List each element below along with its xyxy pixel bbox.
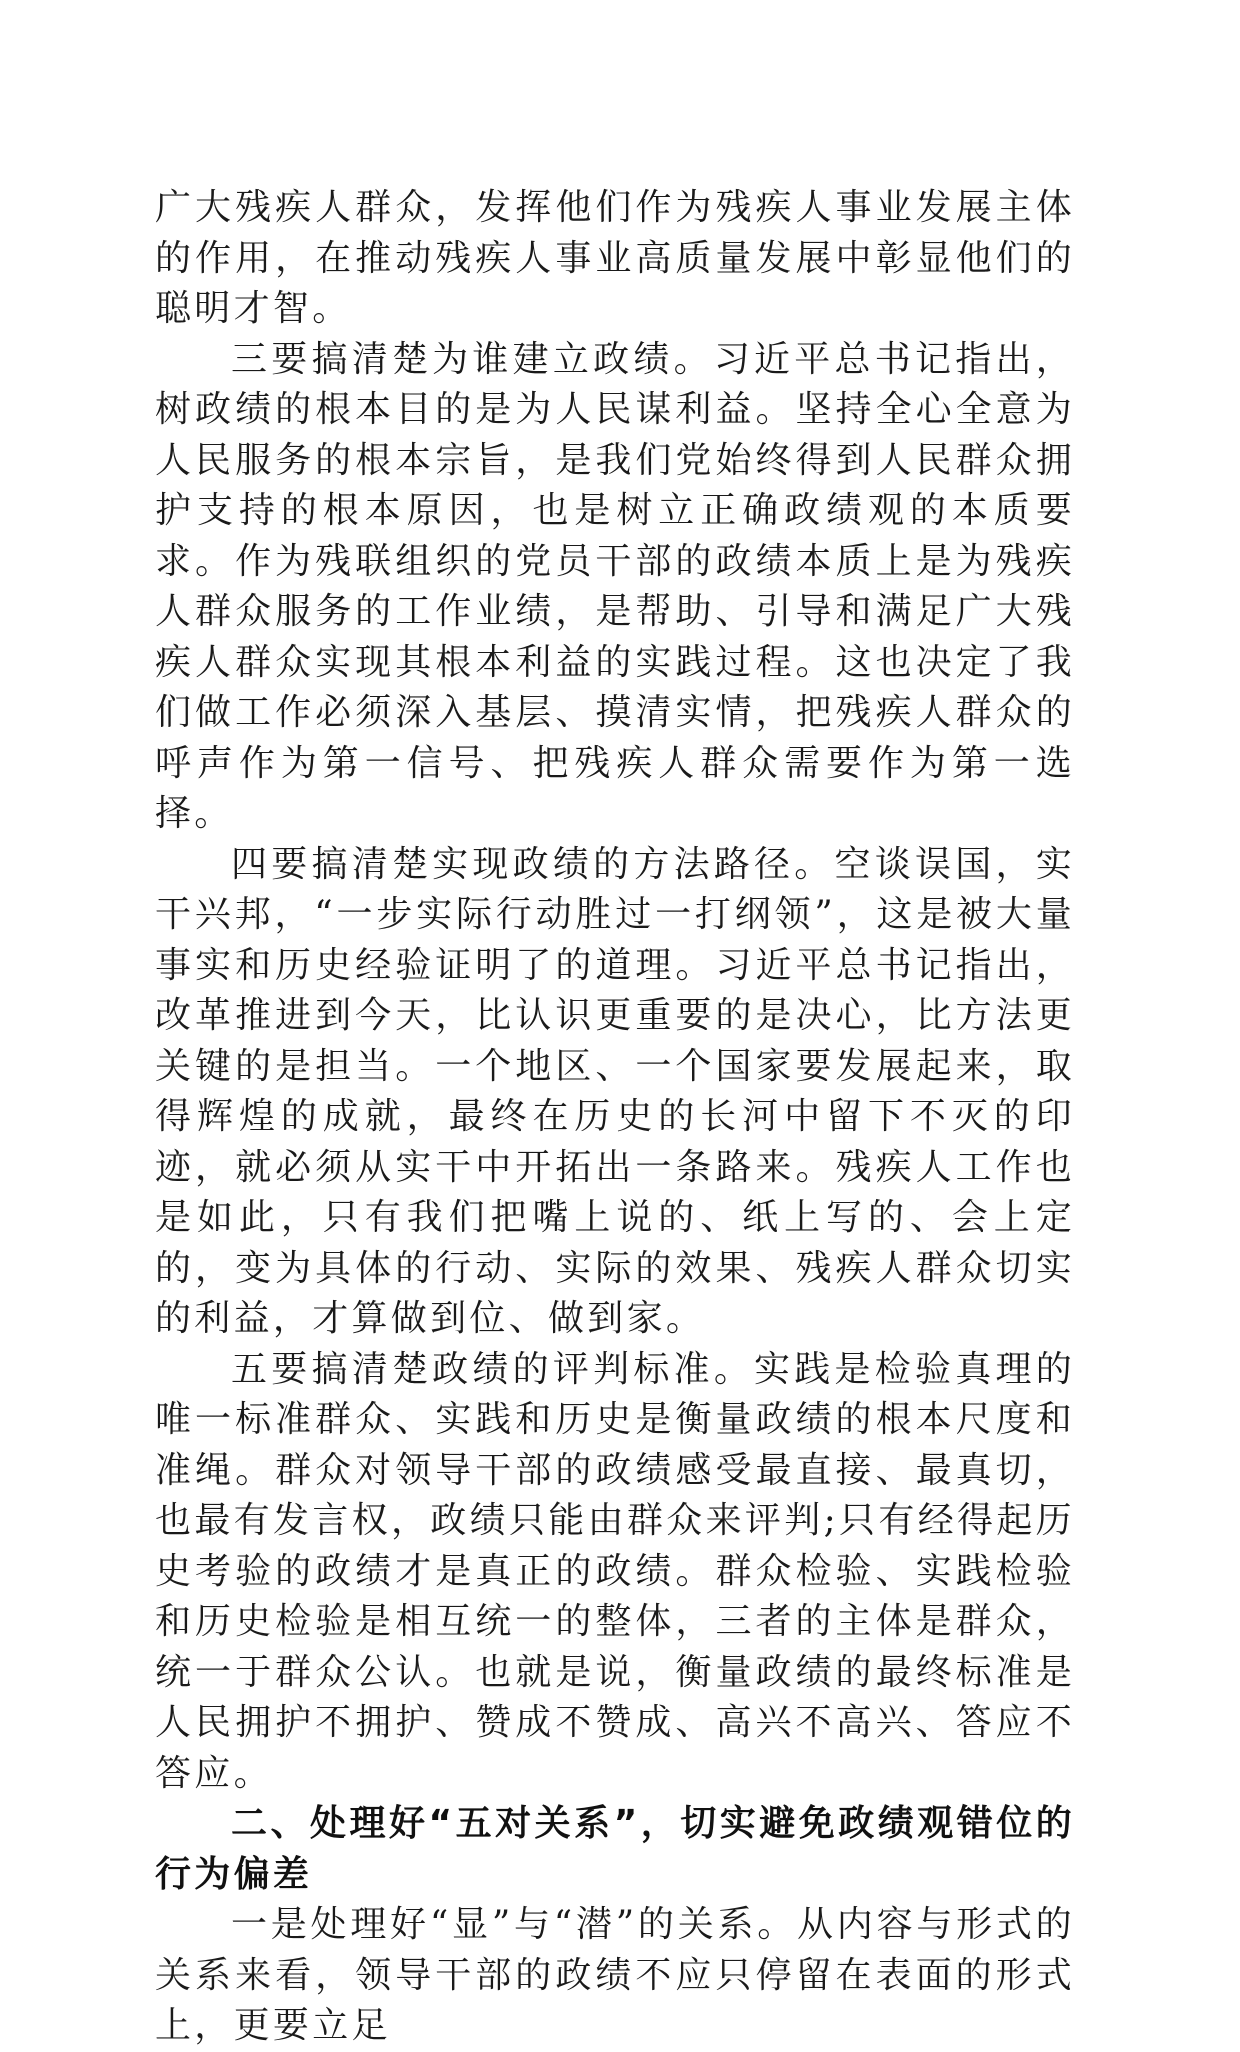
paragraph-evaluation-standard: 五要搞清楚政绩的评判标准。实践是检验真理的唯一标准群众、实践和历史是衡量政绩的根本尺度和准绳。群众对领导干部的政绩感受最直接、最真切，也最有发言权，政绩只能由群众来评判;只有经得起历史考验的政绩才是真正的政绩。群众检验、实践检验和历史检验是相互统一的整体，三者的主体是群众，统一于群众公认。也就是说，衡量政绩的最终标准是人民拥护不拥护、赞成不赞成、高兴不高兴、答应不答应。 [155,1348,1075,1794]
paragraph-explicit-implicit: 一是处理好“显”与“潜”的关系。从内容与形式的关系来看，领导干部的政绩不应只停留在表面的形式上，更要立足 [155,1904,1075,2046]
document-body [155,183,1075,2052]
paragraph-who-for: 三要搞清楚为谁建立政绩。习近平总书记指出，树政绩的根本目的是为人民谋利益。坚持全心全意为人民服务的根本宗旨，是我们党始终得到人民群众拥护支持的根本原因，也是树立正确政绩观的本质要求。作为残联组织的党员干部的政绩本质上是为残疾人群众服务的工作业绩，是帮助、引导和满足广大残疾人群众实现其根本利益的实践过程。这也决定了我们做工作必须深入基层、摸清实情，把残疾人群众的呼声作为第一信号、把残疾人群众需要作为第一选择。 [155,338,1075,834]
paragraph-continuation: 广大残疾人群众，发挥他们作为残疾人事业发展主体的作用，在推动残疾人事业高质量发展中彰显他们的聪明才智。 [155,187,1075,329]
section-heading: 二、处理好“五对关系”，切实避免政绩观错位的行为偏差 [155,1803,1075,1895]
paragraph-method-path: 四要搞清楚实现政绩的方法路径。空谈误国，实干兴邦，“一步实际行动胜过一打纲领”，这是被大量事实和历史经验证明了的道理。习近平总书记指出，改革推进到今天，比认识更重要的是决心，比方法更关键的是担当。一个地区、一个国家要发展起来，取得辉煌的成就，最终在历史的长河中留下不灭的印迹，就必须从实干中开拓出一条路来。残疾人工作也是如此，只有我们把嘴上说的、纸上写的、会上定的，变为具体的行动、实际的效果、残疾人群众切实的利益，才算做到位、做到家。 [155,843,1075,1339]
